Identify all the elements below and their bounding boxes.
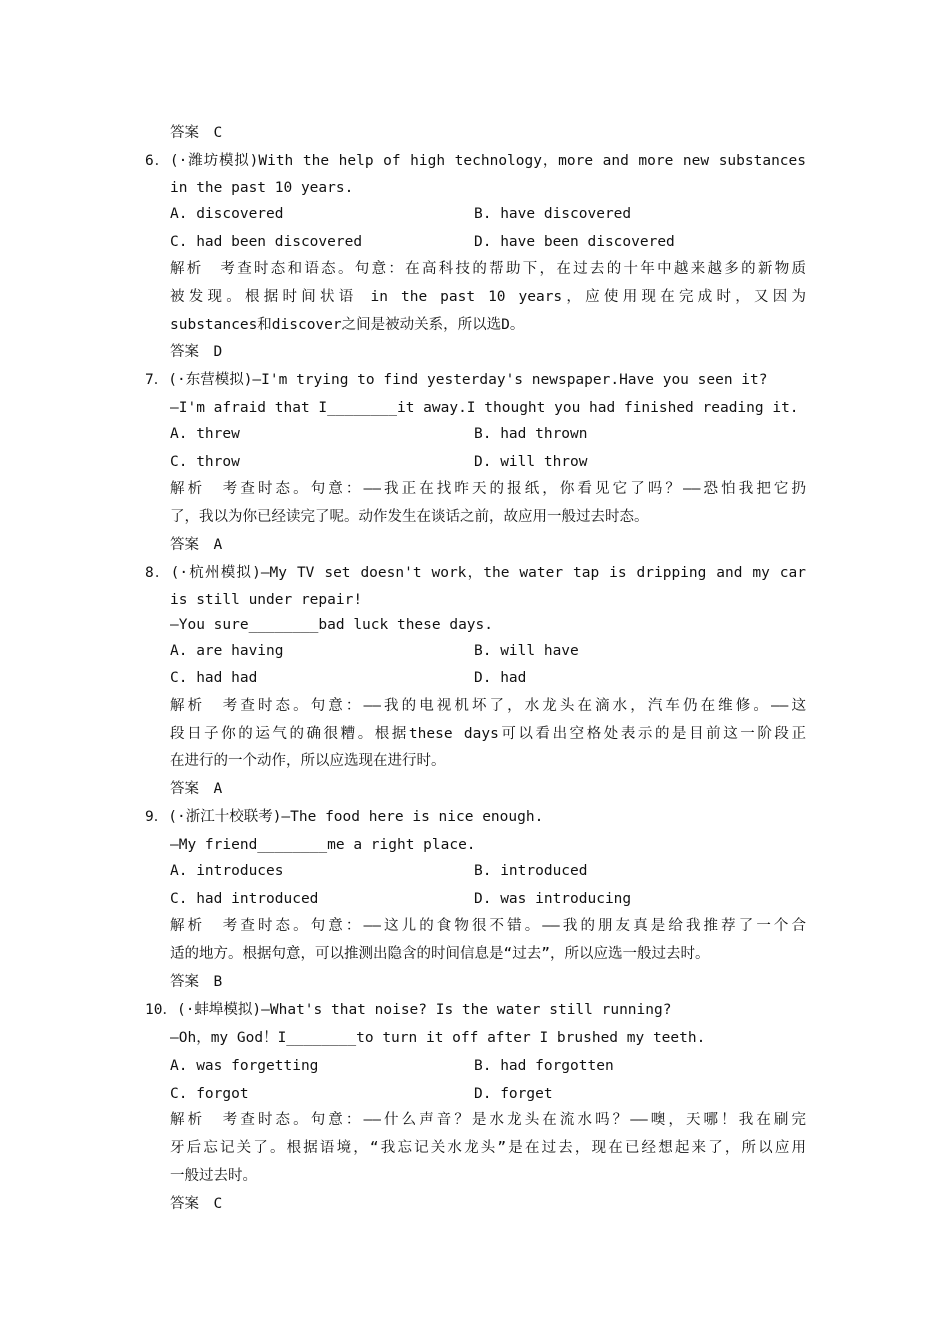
question-9-option-c: C. had introduced [170,891,319,907]
question-7-stem-cont: —I'm afraid that I________it away.I thought you had finished reading it. [170,400,799,416]
question-9-explanation: 解析 考查时态。句意：——这儿的食物很不错。——我的朋友真是给我推荐了一个合 [170,918,806,934]
question-6-explanation: 被发现。根据时间状语 in the past 10 years，应使用现在完成时，又因为 [170,289,806,305]
question-10-option-b: B. had forgotten [474,1058,614,1074]
question-8-explanation: 解析 考查时态。句意：——我的电视机坏了，水龙头在滴水，汽车仍在维修。——这 [170,698,806,714]
question-7-explanation: 解析 考查时态。句意：——我正在找昨天的报纸，你看见它了吗？——恐怕我把它扔 [170,481,806,497]
question-8-option-a: A. are having [170,643,284,659]
question-6-stem-cont: in the past 10 years. [170,180,354,196]
question-7-answer: 答案 A [170,537,223,553]
question-6-option-c: C. had been discovered [170,234,363,250]
question-9-stem: 9．(·浙江十校联考)—The food here is nice enough. [145,809,544,825]
question-7-stem: 7．(·东营模拟)—I'm trying to find yesterday's newspaper.Have you seen it? [145,372,768,388]
question-8-answer: 答案 A [170,781,223,797]
question-9-option-b: B. introduced [474,863,588,879]
question-9-option-a: A. introduces [170,863,284,879]
question-9-stem-cont: —My friend________me a right place. [170,837,476,853]
question-9-explanation: 适的地方。根据句意，可以推测出隐含的时间信息是“过去”，所以应选一般过去时。 [170,946,710,962]
question-10-option-c: C. forgot [170,1086,249,1102]
question-8-stem: 8．(·杭州模拟)—My TV set doesn't work，the water tap is dripping and my car [145,565,806,581]
question-6-option-a: A. discovered [170,206,284,222]
answer-line: 答案 C [170,125,223,141]
question-8-option-b: B. will have [474,643,579,659]
question-7-option-b: B. had thrown [474,426,588,442]
question-9-answer: 答案 B [170,974,223,990]
question-6-option-d: D. have been discovered [474,234,675,250]
question-8-option-d: D. had [474,670,527,686]
question-9-option-d: D. was introducing [474,891,632,907]
question-6-option-b: B. have discovered [474,206,632,222]
question-10-answer: 答案 C [170,1196,223,1212]
question-10-option-a: A. was forgetting [170,1058,319,1074]
question-7-option-d: D. will throw [474,454,588,470]
question-10-explanation: 牙后忘记关了。根据语境，“我忘记关水龙头”是在过去，现在已经想起来了，所以应用 [170,1140,806,1156]
question-8-stem-cont: is still under repair! [170,592,363,608]
question-7-option-a: A. threw [170,426,240,442]
question-8-option-c: C. had had [170,670,258,686]
question-6-answer: 答案 D [170,344,223,360]
question-10-option-d: D. forget [474,1086,553,1102]
question-7-option-c: C. throw [170,454,240,470]
question-10-explanation: 解析 考查时态。句意：——什么声音？是水龙头在流水吗？——噢，天哪！我在刷完 [170,1112,806,1128]
question-6-explanation: substances和discover之间是被动关系，所以选D。 [170,317,525,333]
question-8-explanation: 在进行的一个动作，所以应选现在进行时。 [170,753,446,769]
question-8-explanation: 段日子你的运气的确很糟。根据these days可以看出空格处表示的是目前这一阶段正 [170,726,806,742]
question-6-stem: 6．(·潍坊模拟)With the help of high technology，more and more new substances [145,153,806,169]
question-10-stem-cont: —Oh，my God！I________to turn it off after I brushed my teeth. [170,1030,706,1046]
question-7-explanation: 了，我以为你已经读完了呢。动作发生在谈话之前，故应用一般过去时态。 [170,509,649,525]
question-10-stem: 10．(·蚌埠模拟)—What's that noise? Is the water still running? [145,1002,672,1018]
question-10-explanation: 一般过去时。 [170,1168,257,1184]
question-8-stem-cont: —You sure________bad luck these days. [170,617,494,633]
question-6-explanation: 解析 考查时态和语态。句意：在高科技的帮助下，在过去的十年中越来越多的新物质 [170,261,806,277]
